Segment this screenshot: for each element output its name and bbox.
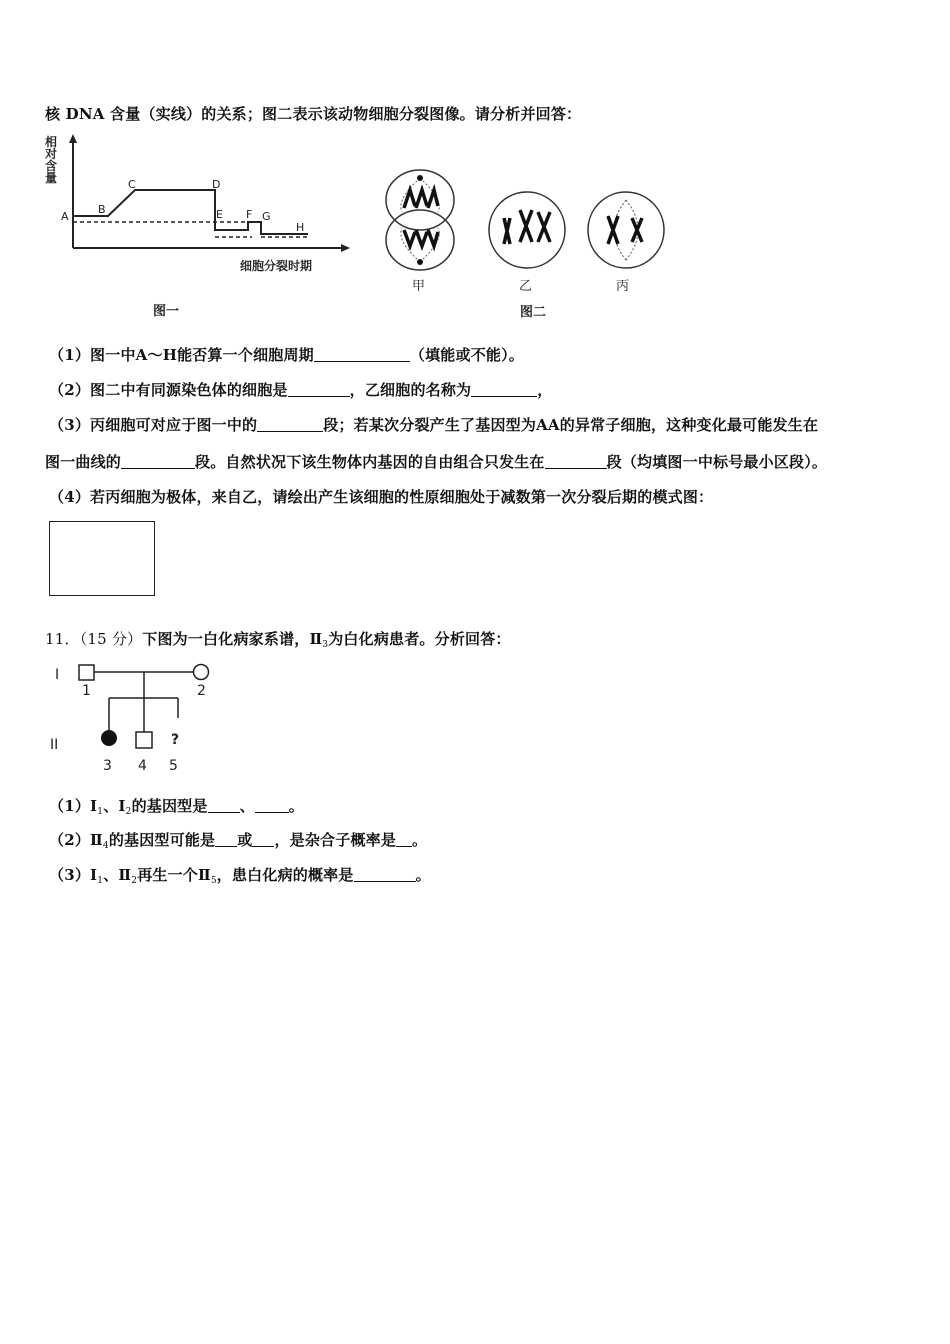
question-text: 图一曲线的 xyxy=(45,453,122,471)
answer-blank[interactable] xyxy=(354,867,416,882)
answer-blank[interactable] xyxy=(396,832,412,847)
question-1 xyxy=(49,344,524,365)
individual-label-4: 4 xyxy=(138,758,147,774)
question-text: 的异常子细胞，这种变化最可能发生在 xyxy=(559,416,819,434)
question-text: 的基因型可能是 xyxy=(108,831,216,849)
cell-bing xyxy=(588,192,664,268)
subscript: 1 xyxy=(97,876,104,886)
question-text: 图二中有同源染色体的细胞是 xyxy=(90,381,288,399)
answer-blank[interactable] xyxy=(208,798,240,813)
point-label-g: G xyxy=(262,210,271,223)
subscript: 4 xyxy=(102,841,109,851)
cell-label-bing: 丙 xyxy=(616,279,630,294)
spindle-fibers xyxy=(614,200,638,260)
question-number: （2） xyxy=(49,831,91,849)
question-4 xyxy=(49,486,713,507)
question-text: ，患白化病的概率是 xyxy=(216,866,354,884)
answer-blank[interactable] xyxy=(545,454,607,469)
intro-dna: DNA xyxy=(65,105,105,123)
question-number: （1） xyxy=(49,346,91,364)
answer-blank[interactable] xyxy=(314,347,410,362)
unknown-child-5: ? xyxy=(171,732,180,748)
subscript: 3 xyxy=(322,640,329,650)
question-text: A～H xyxy=(135,346,178,364)
subquestion-3 xyxy=(49,864,431,886)
question-text: 为白化病患者。分析回答： xyxy=(328,630,511,648)
question-text: 段（均填图一中标号最小区段）。 xyxy=(606,453,828,471)
generation-numeral: Ⅱ xyxy=(198,866,211,884)
question-text: 图一中 xyxy=(90,346,136,364)
dna-solid-curve xyxy=(73,190,308,234)
question-text: 若丙细胞为极体，来自乙，请绘出产生该细胞的性原细胞处于减数第一次分裂后期的模式图： xyxy=(90,488,714,506)
separator: 、 xyxy=(103,797,119,815)
problem-number: 11． xyxy=(45,630,80,648)
question-text: ，乙细胞的名称为 xyxy=(349,381,472,399)
chromosomes xyxy=(404,190,438,246)
point-label-d: D xyxy=(212,178,221,191)
subscript: 5 xyxy=(210,876,217,886)
x-axis-arrow xyxy=(341,244,350,252)
point-label-h: H xyxy=(296,221,305,234)
female-unaffected-2 xyxy=(194,665,209,680)
male-unaffected-4 xyxy=(136,732,152,748)
individual-label-1: 1 xyxy=(82,683,91,699)
pedigree-chart xyxy=(45,660,225,780)
answer-blank[interactable] xyxy=(288,382,350,397)
question-text: 。 xyxy=(415,866,431,884)
ylabel-char: 量 xyxy=(45,171,58,185)
question-text: 。 xyxy=(288,797,304,815)
generation-label-2: II xyxy=(50,737,59,753)
male-unaffected-1 xyxy=(79,665,94,680)
generation-numeral: Ⅱ xyxy=(309,630,323,648)
individual-label-2: 2 xyxy=(197,683,206,699)
figure-2-cells xyxy=(380,160,685,325)
generation-numeral: Ⅰ xyxy=(90,797,98,815)
cell-yi xyxy=(489,192,565,268)
question-text: 、 xyxy=(239,797,255,815)
chromosomes xyxy=(608,216,642,244)
problem-score: （15 分） xyxy=(79,630,143,648)
figure-1-graph xyxy=(40,130,370,325)
generation-numeral: Ⅰ xyxy=(118,797,126,815)
answer-blank[interactable] xyxy=(252,832,274,847)
separator: 、 xyxy=(103,866,119,884)
drawing-answer-box[interactable] xyxy=(49,521,155,596)
question-text: ，是杂合子概率是 xyxy=(274,831,397,849)
chromosomes xyxy=(504,210,550,244)
question-text: ， xyxy=(537,381,553,399)
cell-label-yi: 乙 xyxy=(519,279,533,294)
question-text: 下图为一白化病家系谱， xyxy=(142,630,310,648)
question-text: 。 xyxy=(412,831,428,849)
point-label-e: E xyxy=(216,208,223,221)
question-text: AA xyxy=(536,416,560,434)
subscript: 1 xyxy=(97,807,104,817)
cell-jia xyxy=(386,170,454,270)
female-affected-3 xyxy=(101,730,117,746)
figure-2-caption: 图二 xyxy=(520,305,547,320)
generation-label-1: I xyxy=(55,667,60,683)
answer-blank[interactable] xyxy=(255,798,289,813)
point-label-a: A xyxy=(61,210,69,223)
answer-blank[interactable] xyxy=(215,832,237,847)
question-text: 段。自然状况下该生物体内基因的自由组合只发生在 xyxy=(195,453,545,471)
problem-11-heading xyxy=(45,628,511,650)
question-text: 能否算一个细胞周期 xyxy=(177,346,314,364)
question-3-line-2 xyxy=(45,451,827,472)
question-text: 段；若某次分裂产生了基因型为 xyxy=(323,416,537,434)
answer-blank[interactable] xyxy=(257,417,323,432)
ylabel-char: 相 xyxy=(45,135,58,149)
question-text: 再生一个 xyxy=(137,866,198,884)
point-label-c: C xyxy=(128,178,136,191)
question-text: 或 xyxy=(237,831,253,849)
question-text: 的基因型是 xyxy=(131,797,208,815)
centriole xyxy=(417,259,423,265)
cell-label-jia: 甲 xyxy=(412,279,426,294)
ylabel-char: 对 xyxy=(45,147,58,161)
generation-numeral: Ⅱ xyxy=(118,866,132,884)
intro-line xyxy=(45,103,581,124)
question-3-line-1 xyxy=(49,414,818,435)
question-2 xyxy=(49,379,552,400)
question-number: （3） xyxy=(49,866,91,884)
marriage-and-descent-lines xyxy=(94,672,193,732)
question-number: （2） xyxy=(49,381,91,399)
y-axis-arrow xyxy=(69,134,77,143)
point-label-b: B xyxy=(98,203,106,216)
subquestion-1 xyxy=(49,795,304,817)
point-label-f: F xyxy=(246,208,253,221)
x-axis-label: 细胞分裂时期 xyxy=(240,259,313,273)
intro-post: 含量（实线）的关系；图二表示该动物细胞分裂图像。请分析并回答： xyxy=(110,105,582,123)
question-text: （填能或不能）。 xyxy=(409,346,524,364)
question-number: （3） xyxy=(49,416,91,434)
ylabel-char: 含 xyxy=(45,159,58,173)
question-number: （1） xyxy=(49,797,91,815)
generation-numeral: Ⅰ xyxy=(90,866,98,884)
question-text: 丙细胞可对应于图一中的 xyxy=(90,416,258,434)
figure-1-caption: 图一 xyxy=(153,304,180,319)
individual-label-3: 3 xyxy=(103,758,112,774)
question-number: （4） xyxy=(49,488,91,506)
answer-blank[interactable] xyxy=(471,382,537,397)
subscript: 2 xyxy=(131,876,138,886)
generation-numeral: Ⅱ xyxy=(90,831,103,849)
individual-label-5: 5 xyxy=(169,758,178,774)
intro-pre: 核 xyxy=(45,105,61,123)
subquestion-2 xyxy=(49,829,427,851)
centriole xyxy=(417,175,423,181)
subscript: 2 xyxy=(125,807,132,817)
cell-bing-membrane xyxy=(588,192,664,268)
answer-blank[interactable] xyxy=(121,454,195,469)
